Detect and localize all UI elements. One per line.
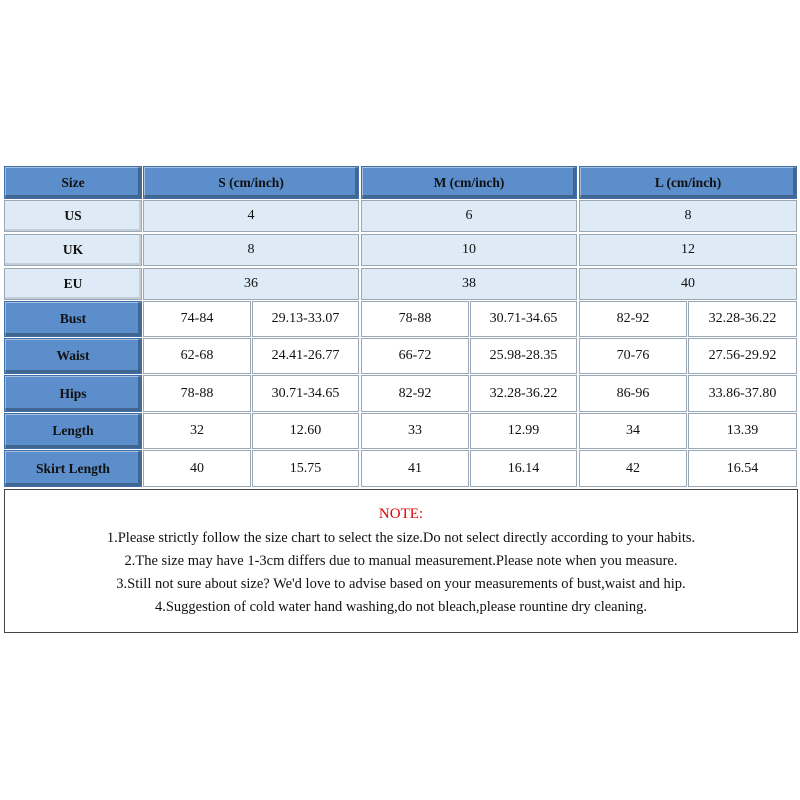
cell-value: 30.71-34.65 <box>271 385 340 401</box>
note-line-3: 3.Still not sure about size? We'd love to advise based on your measurements of bust,waist and hip. <box>116 576 686 592</box>
note-line-2: 2.The size may have 1-3cm differs due to manual measurement.Please note when you measure. <box>124 553 678 569</box>
cell-value: 15.75 <box>289 460 322 476</box>
table-cell <box>252 375 359 412</box>
cell-value: 66-72 <box>398 348 432 363</box>
eu-s-cell <box>143 268 359 300</box>
cell-value: 32.28-36.22 <box>708 311 777 326</box>
table-cell <box>252 301 359 337</box>
uk-s-value: 8 <box>247 242 255 257</box>
row-label-eu-text: EU <box>63 276 83 291</box>
cell-value: 33 <box>408 423 422 438</box>
table-cell <box>470 375 577 412</box>
table-cell <box>470 338 577 374</box>
cell-value: 82-92 <box>398 385 432 401</box>
table-cell <box>361 450 469 487</box>
row-label-length <box>4 413 142 449</box>
cell-value: 33.86-37.80 <box>708 385 777 401</box>
cell-value: 29.13-33.07 <box>271 311 340 326</box>
table-cell <box>143 375 251 412</box>
row-label-eu <box>4 268 142 300</box>
cell-value: 16.14 <box>507 460 540 476</box>
table-cell <box>470 450 577 487</box>
table-cell <box>470 301 577 337</box>
row-label-skirt-length <box>4 450 142 487</box>
row-label-waist-text: Waist <box>56 348 90 363</box>
eu-m-value: 38 <box>462 276 476 291</box>
row-label-uk-text: UK <box>62 242 84 257</box>
row-label-us <box>4 200 142 232</box>
table-cell <box>579 375 687 412</box>
table-cell <box>579 338 687 374</box>
row-label-skirt-length-text: Skirt Length <box>36 460 110 476</box>
table-cell <box>361 301 469 337</box>
table-cell <box>252 338 359 374</box>
cell-value: 86-96 <box>616 385 650 401</box>
uk-l-cell <box>579 234 797 266</box>
row-label-hips <box>4 375 142 412</box>
cell-value: 70-76 <box>616 348 650 363</box>
cell-value: 42 <box>626 460 640 476</box>
cell-value: 12.99 <box>507 423 540 438</box>
cell-value: 82-92 <box>616 311 650 326</box>
cell-value: 41 <box>408 460 422 476</box>
cell-value: 12.60 <box>289 423 322 438</box>
header-size-cell <box>4 166 142 199</box>
table-cell <box>252 450 359 487</box>
cell-value: 27.56-29.92 <box>708 348 777 363</box>
cell-value: 13.39 <box>726 423 759 438</box>
table-cell <box>143 413 251 449</box>
eu-l-cell <box>579 268 797 300</box>
uk-l-value: 12 <box>681 242 695 257</box>
row-label-hips-text: Hips <box>59 385 87 401</box>
header-l-label: L (cm/inch) <box>654 174 722 190</box>
eu-l-value: 40 <box>681 276 695 291</box>
table-cell <box>361 375 469 412</box>
table-cell <box>688 375 797 412</box>
header-s-label: S (cm/inch) <box>218 174 284 190</box>
us-m-cell <box>361 200 577 232</box>
table-cell <box>688 450 797 487</box>
cell-value: 74-84 <box>180 311 214 326</box>
eu-m-cell <box>361 268 577 300</box>
row-label-length-text: Length <box>52 423 94 438</box>
cell-value: 25.98-28.35 <box>489 348 558 363</box>
table-cell <box>470 413 577 449</box>
note-title: NOTE: <box>378 506 424 522</box>
uk-m-cell <box>361 234 577 266</box>
header-m-cell <box>361 166 577 199</box>
note-line-4: 4.Suggestion of cold water hand washing,do not bleach,please rountine dry cleaning. <box>154 599 648 615</box>
table-cell <box>252 413 359 449</box>
note-line-1: 1.Please strictly follow the size chart to select the size.Do not select directly according to your habits. <box>106 530 696 546</box>
cell-value: 78-88 <box>398 311 432 326</box>
cell-value: 30.71-34.65 <box>489 311 558 326</box>
table-cell <box>143 338 251 374</box>
cell-value: 78-88 <box>180 385 214 401</box>
uk-s-cell <box>143 234 359 266</box>
us-m-value: 6 <box>465 208 473 223</box>
cell-value: 32.28-36.22 <box>489 385 558 401</box>
header-m-label: M (cm/inch) <box>433 174 505 190</box>
table-cell <box>579 413 687 449</box>
us-l-cell <box>579 200 797 232</box>
row-label-us-text: US <box>64 208 82 223</box>
us-s-cell <box>143 200 359 232</box>
cell-value: 32 <box>190 423 204 438</box>
table-cell <box>579 450 687 487</box>
row-label-bust <box>4 301 142 337</box>
cell-value: 24.41-26.77 <box>271 348 340 363</box>
note-box <box>4 489 798 633</box>
table-cell <box>688 413 797 449</box>
table-cell <box>688 338 797 374</box>
table-cell <box>688 301 797 337</box>
header-l-cell <box>579 166 797 199</box>
cell-value: 16.54 <box>726 460 759 476</box>
row-label-waist <box>4 338 142 374</box>
us-l-value: 8 <box>684 208 692 223</box>
table-cell <box>361 338 469 374</box>
cell-value: 62-68 <box>180 348 214 363</box>
row-label-uk <box>4 234 142 266</box>
header-s-cell <box>143 166 359 199</box>
table-cell <box>143 301 251 337</box>
header-size-label: Size <box>61 174 85 190</box>
cell-value: 40 <box>190 460 204 476</box>
row-label-bust-text: Bust <box>59 311 87 326</box>
eu-s-value: 36 <box>244 276 258 291</box>
us-s-value: 4 <box>247 208 255 223</box>
table-cell <box>361 413 469 449</box>
uk-m-value: 10 <box>462 242 476 257</box>
table-cell <box>143 450 251 487</box>
table-cell <box>579 301 687 337</box>
cell-value: 34 <box>626 423 640 438</box>
